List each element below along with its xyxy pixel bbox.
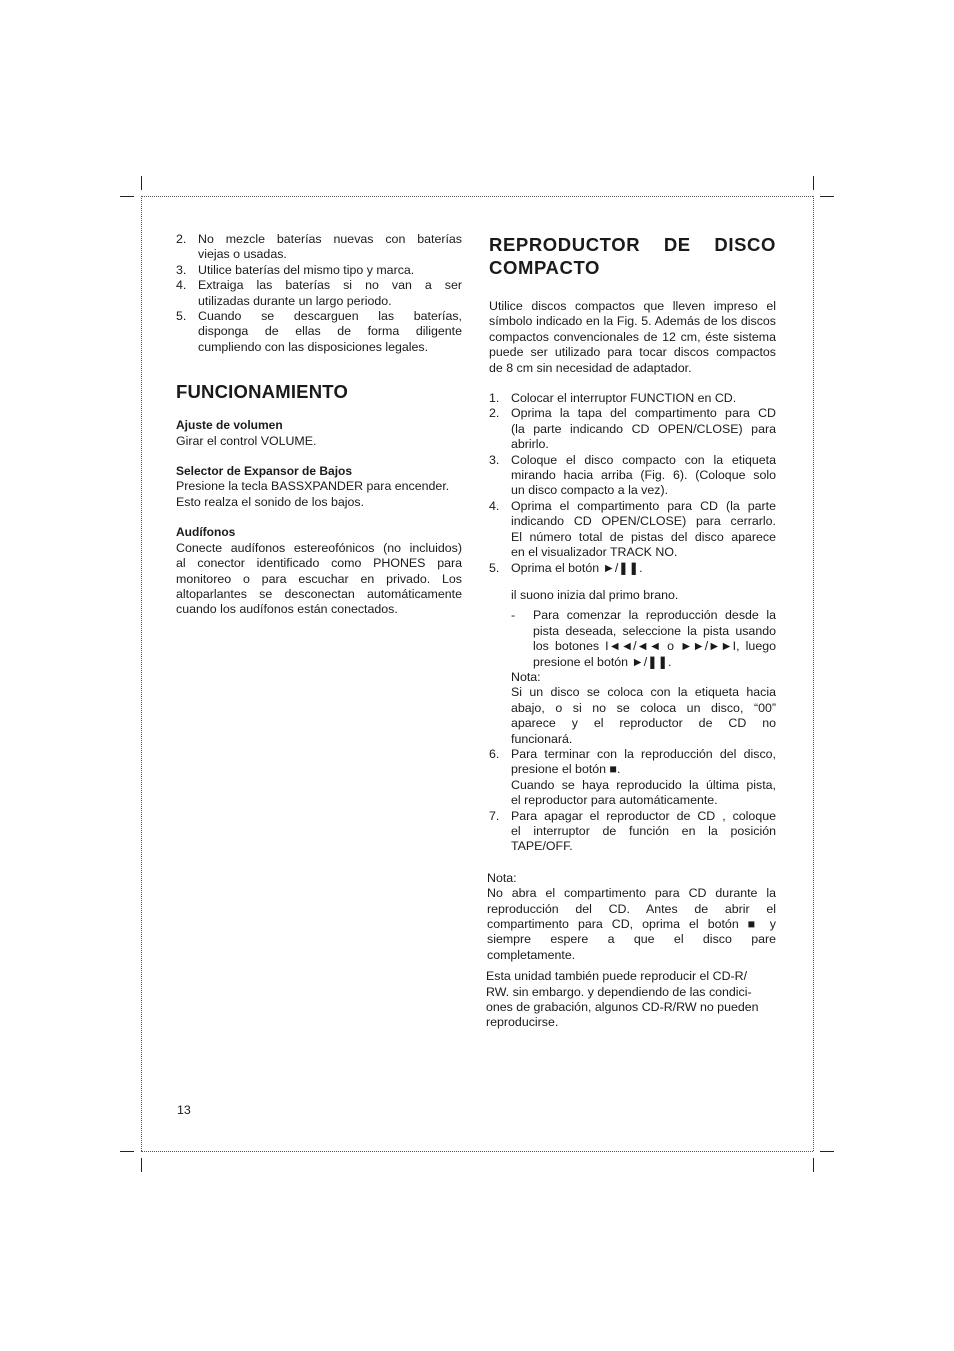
list-item [489,809,776,855]
subheading: Audífonos [176,525,236,540]
item-line: pista deseada, seleccione la pista usando [533,623,776,638]
dash-item [511,608,776,670]
list-item [489,561,776,576]
item-line: Para terminar con la reproducción del disco, [511,746,776,761]
item-line: disponga de ellas de forma diligente [198,324,462,339]
body-line: Conecte audífonos estereofónicos (no incluidos) [176,540,462,555]
body-line: abajo, o si no se coloca un disco, “00” [511,700,776,715]
list-item [176,263,462,278]
body-line: reproducirse. [486,1015,559,1030]
list-item [489,453,776,499]
item-number: 7. [489,808,500,823]
item-number: 4. [176,278,187,293]
item-line: TAPE/OFF. [511,839,573,854]
item-line: Oprima el botón ►/❚❚. [511,560,643,575]
item-line: presione el botón ■. [511,762,621,777]
item-line: los botones I◄◄/◄◄ o ►►/►►I, luego [533,639,776,654]
left-column [176,232,462,618]
intro-paragraph [489,299,776,376]
item-line: viejas o usadas. [198,247,287,262]
body-line: RW. sin embargo. y dependiendo de las condici- [486,984,752,999]
item-line: Oprima la tapa del compartimento para CD [511,406,776,421]
item-line: el reproductor para automáticamente. [511,793,718,808]
item-line: Colocar el interruptor FUNCTION en CD. [511,391,737,406]
body-line: ones de grabación, algunos CD-R/RW no pueden [486,1000,759,1015]
item-line: utilizadas durante un largo periodo. [198,293,392,308]
subheading: Ajuste de volumen [176,418,283,433]
item-number: 6. [489,746,500,761]
list-item [489,747,776,809]
frame-top-border [141,196,813,197]
item-line: Para comenzar la reproducción desde la [533,608,776,623]
crop-mark [813,1158,814,1172]
body-line: de 8 cm sin necesidad de adaptador. [489,360,692,375]
body-line: funcionará. [511,731,573,746]
item-line: en el visualizador TRACK NO. [511,545,678,560]
item-line: Cuando se descarguen las baterías, [198,309,462,324]
frame-left-border [141,196,142,1151]
final-paragraph [486,969,776,1031]
item-line: mirando hacia arriba (Fig. 6). (Coloque solo [511,468,776,483]
item-line: abrirlo. [511,437,549,452]
item-number: 2. [489,406,500,421]
item-number: 5. [489,560,500,575]
crop-mark [820,1151,834,1152]
item-line: indicando CD OPEN/CLOSE) para cerrarlo. [511,514,776,529]
item-line: cumpliendo con las disposiciones legales. [198,339,429,354]
body-line: altoparlantes se desconectan automáticamente [176,586,462,601]
frame-bottom-border [141,1151,813,1152]
body-line: aparece y el reproductor de CD no [511,716,776,731]
item-line: Extraiga las baterías si no van a ser [198,278,462,293]
body-line: No abra el compartimento para CD durante la [487,886,776,901]
body-line: Girar el control VOLUME. [176,433,317,448]
crop-mark [120,1151,134,1152]
list-item [176,278,462,309]
body-line: monitoreo o para escuchar en privado. Los [176,571,462,586]
item-number: 3. [176,262,187,277]
crop-mark [813,176,814,190]
item-number: 5. [176,309,187,324]
body-line: Esto realza el sonido de los bajos. [176,494,365,509]
crop-mark [141,176,142,190]
item-number: 4. [489,498,500,513]
list-item [176,232,462,263]
body-line: puede ser utilizado para tocar discos compactos [489,345,776,360]
frame-right-border [813,196,814,1151]
body-line: símbolo indicado en la Fig. 5. Además de los discos [489,314,776,329]
body-line: reproducción del CD. Antes de abrir el [487,901,776,916]
item-line: Utilice baterías del mismo tipo y marca. [198,262,415,277]
item-line: Oprima el compartimento para CD (la parte [511,498,776,513]
body-line: compactos convencionales de 12 cm, éste sistema [489,329,776,344]
note-label: Nota: [511,669,541,684]
item-number: 3. [489,452,500,467]
battery-list [176,232,462,355]
list-item [489,499,776,561]
page-number: 13 [177,1103,191,1117]
item-line: El número total de pistas del disco aparece [511,529,776,544]
subheading: Selector de Expansor de Bajos [176,464,353,479]
item-line: presione el botón ►/❚❚. [533,654,672,669]
body-line: completamente. [487,947,576,962]
item-line: Cuando se haya reproducido la última pista, [511,777,776,792]
note-label: Nota: [487,870,517,885]
item-line: un disco compacto a la vez). [511,483,669,498]
item-line: (la parte indicando CD OPEN/CLOSE) para [511,421,776,436]
crop-mark [820,196,834,197]
section-headphones [176,525,462,617]
heading-line: REPRODUCTOR DE DISCO [489,234,776,255]
dash-marker: - [511,608,516,623]
italian-note: il suono inizia dal primo brano. [511,587,679,602]
body-line: Esta unidad también puede reproducir el CD-R/ [486,969,748,984]
list-item [489,391,776,406]
item-number: 2. [176,232,187,246]
section-volume [176,418,462,449]
body-line: Si un disco se coloca con la etiqueta hacia [511,685,776,700]
crop-mark [120,196,134,197]
item-number: 1. [489,391,500,406]
section-bass [176,464,462,510]
item-line: Coloque el disco compacto con la etiqueta [511,452,776,467]
body-line: cuando los audífonos están conectados. [176,602,398,617]
list-item [489,406,776,452]
heading-line: COMPACTO [489,257,601,278]
list-item [176,309,462,355]
item-line: No mezcle baterías nuevas con baterías [198,232,462,246]
crop-mark [141,1158,142,1172]
body-line: Utilice discos compactos que lleven impreso el [489,299,776,313]
body-line: Presione la tecla BASSXPANDER para encender. [176,479,450,494]
body-line: al conector identificado como PHONES para [176,556,462,571]
note-block [487,871,776,963]
body-line: siempre espere a que el disco pare [487,932,776,947]
steps-list-continued [489,747,776,855]
item-line: el interruptor de función en la posición [511,824,776,838]
right-column [486,233,776,1031]
section-heading [489,233,776,279]
section-heading: FUNCIONAMIENTO [176,381,349,403]
inner-note [511,670,776,747]
body-line: compartimento para CD, oprima el botón ■ y [487,917,776,932]
item-line: Para apagar el reproductor de CD , coloque [511,808,776,823]
steps-list [489,391,776,576]
